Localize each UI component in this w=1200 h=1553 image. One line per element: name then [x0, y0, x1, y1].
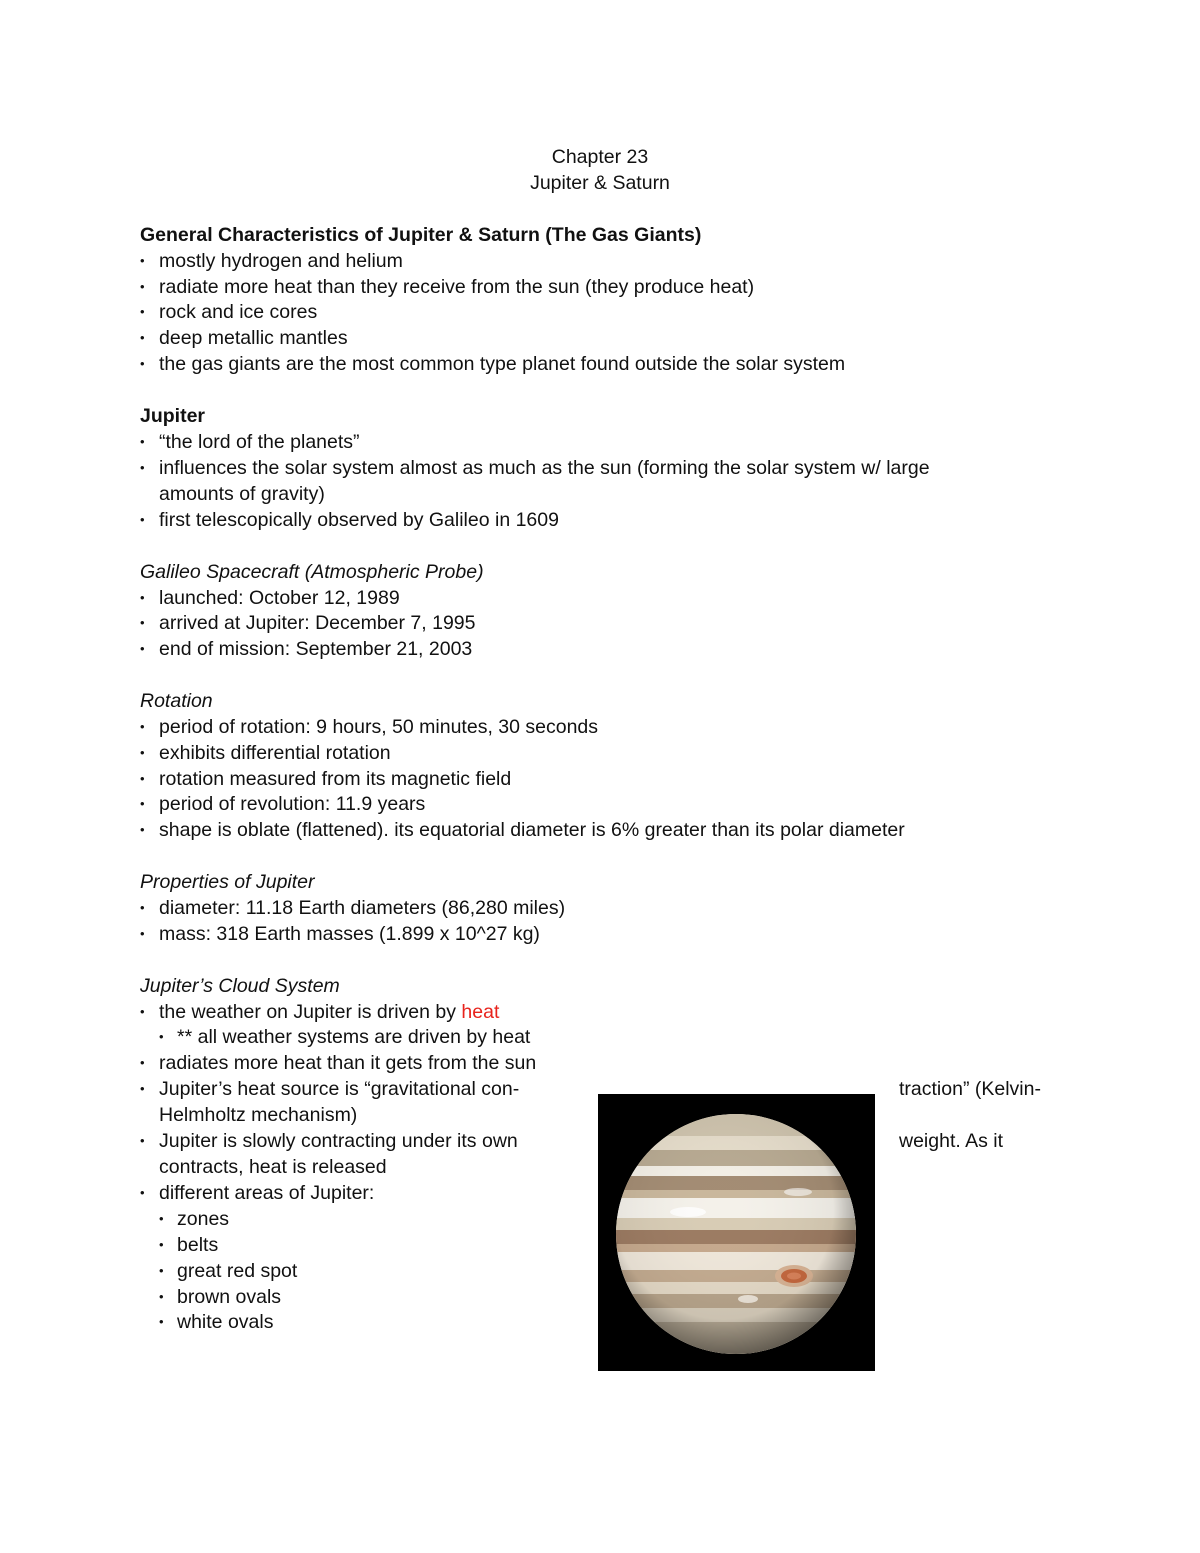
- bullet-icon: •: [140, 1081, 145, 1096]
- bullet-icon: •: [140, 1055, 145, 1070]
- bullet-icon: •: [140, 1004, 145, 1019]
- bullet-icon: •: [140, 900, 145, 915]
- bullet-icon: •: [140, 434, 145, 449]
- list-item-continuation: amounts of gravity): [159, 483, 325, 505]
- section-heading-clouds: Jupiter’s Cloud System: [140, 975, 340, 997]
- bullet-icon: •: [159, 1029, 164, 1044]
- bullet-icon: •: [140, 356, 145, 371]
- bullet-icon: •: [159, 1211, 164, 1226]
- list-item-continuation: contracts, heat is released: [159, 1156, 387, 1178]
- section-heading-galileo: Galileo Spacecraft (Atmospheric Probe): [140, 561, 484, 583]
- highlight-word: heat: [461, 1001, 500, 1023]
- bullet-icon: •: [140, 330, 145, 345]
- bullet-icon: •: [140, 745, 145, 760]
- bullet-icon: •: [159, 1237, 164, 1252]
- bullet-icon: •: [140, 926, 145, 941]
- bullet-icon: •: [140, 615, 145, 630]
- list-item-wrap-right: traction” (Kelvin-: [899, 1078, 1041, 1100]
- chapter-subtitle: Jupiter & Saturn: [530, 172, 670, 194]
- bullet-icon: •: [140, 460, 145, 475]
- section-heading-rotation: Rotation: [140, 690, 213, 712]
- jupiter-image: [598, 1094, 875, 1371]
- bullet-icon: •: [140, 590, 145, 605]
- section-heading-properties: Properties of Jupiter: [140, 871, 315, 893]
- section-heading-jupiter: Jupiter: [140, 405, 206, 427]
- bullet-icon: •: [159, 1289, 164, 1304]
- bullet-icon: •: [140, 1133, 145, 1148]
- bullet-icon: •: [159, 1314, 164, 1329]
- bullet-icon: •: [140, 279, 145, 294]
- bullet-icon: •: [140, 796, 145, 811]
- bullet-icon: •: [140, 822, 145, 837]
- bullet-icon: •: [140, 304, 145, 319]
- bullet-icon: •: [140, 719, 145, 734]
- bullet-icon: •: [140, 253, 145, 268]
- bullet-icon: •: [140, 1185, 145, 1200]
- bullet-icon: •: [140, 641, 145, 656]
- chapter-title: Chapter 23: [551, 146, 649, 168]
- bullet-icon: •: [159, 1263, 164, 1278]
- jupiter-planet-icon: [598, 1094, 875, 1371]
- bullet-icon: •: [140, 512, 145, 527]
- list-item-continuation: Helmholtz mechanism): [159, 1104, 358, 1126]
- bullet-icon: •: [140, 771, 145, 786]
- section-heading-general: General Characteristics of Jupiter & Saturn (The Gas Giants): [140, 224, 702, 246]
- list-item-wrap-right: weight. As it: [899, 1130, 1004, 1152]
